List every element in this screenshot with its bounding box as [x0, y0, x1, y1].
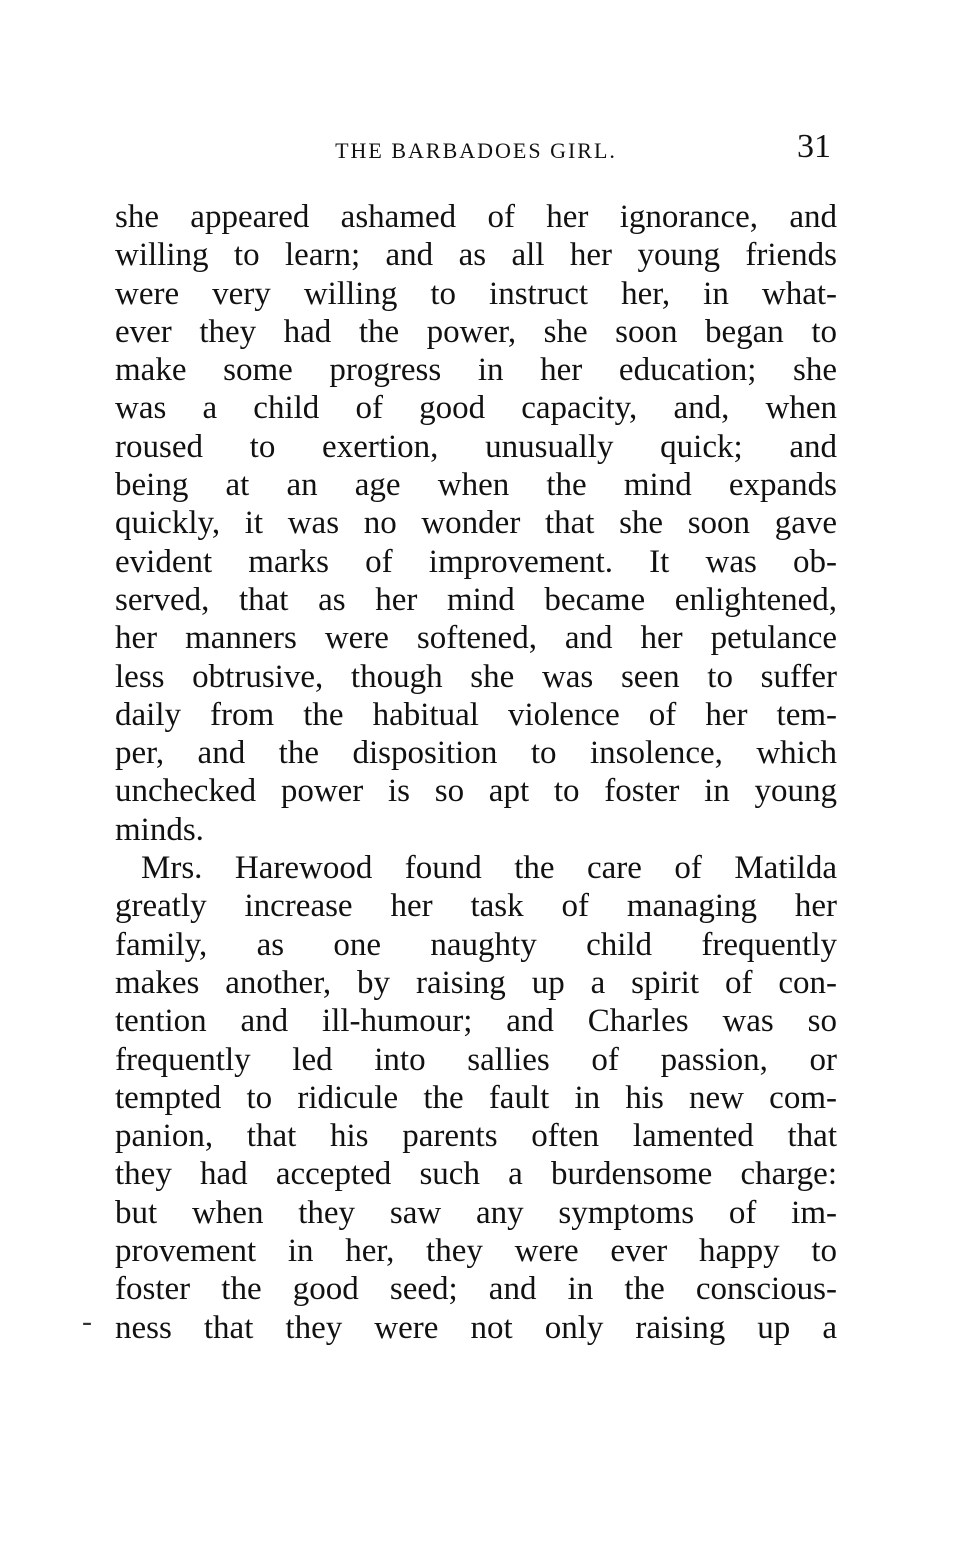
text-line: unchecked power is so apt to foster in young — [115, 773, 837, 810]
text-line: Mrs. Harewood found the care of Matilda — [141, 850, 837, 887]
text-line: tention and ill-humour; and Charles was so — [115, 1003, 837, 1040]
text-line: ness that they were not only raising up a — [115, 1309, 837, 1346]
text-line: they had accepted such a burdensome charge: — [115, 1156, 837, 1193]
text-line: makes another, by raising up a spirit of con- — [115, 964, 837, 1001]
text-line: was a child of good capacity, and, when — [115, 390, 837, 427]
page-number: 31 — [797, 128, 831, 165]
text-line: greatly increase her task of managing her — [115, 888, 837, 925]
text-line: served, that as her mind became enlightened, — [115, 581, 837, 618]
body-text — [115, 198, 837, 1347]
text-line: panion, that his parents often lamented that — [115, 1118, 837, 1155]
running-title: THE BARBADOES GIRL. — [335, 138, 617, 163]
text-line: provement in her, they were ever happy to — [115, 1233, 837, 1270]
page-header — [115, 128, 837, 168]
text-line: frequently led into sallies of passion, or — [115, 1041, 837, 1078]
text-line: less obtrusive, though she was seen to suffer — [115, 658, 837, 695]
text-line: roused to exertion, unusually quick; and — [115, 428, 837, 465]
text-line: she appeared ashamed of her ignorance, and — [115, 199, 837, 235]
text-line: make some progress in her education; she — [115, 352, 837, 389]
text-line: foster the good seed; and in the conscious- — [115, 1271, 837, 1308]
text-line: being at an age when the mind expands — [115, 467, 837, 504]
text-line: minds. — [115, 811, 204, 848]
text-line: evident marks of improvement. It was ob- — [115, 543, 837, 580]
text-line: ever they had the power, she soon began to — [115, 313, 837, 350]
text-line: tempted to ridicule the fault in his new com- — [115, 1079, 837, 1116]
margin-dash: - — [82, 1305, 92, 1338]
text-line: family, as one naughty child frequently — [115, 926, 837, 963]
text-line: her manners were softened, and her petulance — [115, 620, 837, 657]
text-line: per, and the disposition to insolence, which — [115, 735, 837, 772]
text-line: were very willing to instruct her, in what- — [115, 275, 837, 312]
text-line: but when they saw any symptoms of im- — [115, 1194, 837, 1231]
text-line: willing to learn; and as all her young friends — [115, 237, 837, 274]
text-line: quickly, it was no wonder that she soon gave — [115, 505, 837, 542]
text-line: daily from the habitual violence of her tem- — [115, 696, 837, 733]
